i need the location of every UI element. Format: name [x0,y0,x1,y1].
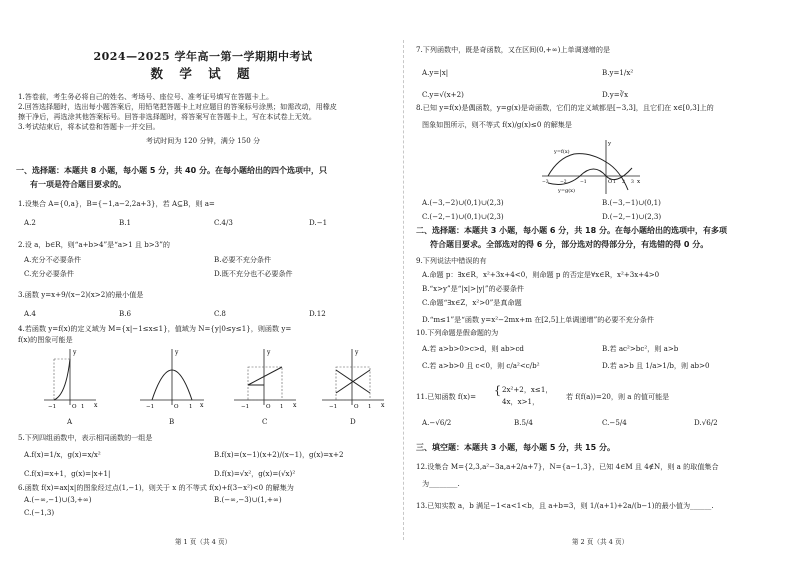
q4-c-origin: O [266,404,271,410]
section-2-heading: 二、选择题：本题共 3 小题，每小题 6 分，共 18 分。在每小题给出的选项中，有多项 [416,226,727,235]
page-footer-left: 第 1 页（共 4 页） [174,538,232,546]
q8-label-f: y=f(x) [554,149,570,155]
section-1-heading: 一、选择题：本题共 8 小题，每小题 5 分，共 40 分。在每小题给出的四个选项中，只 [16,166,327,175]
column-divider [403,40,405,540]
q9-option-a: A.命题 p：∃x∈R，x²+3x+4<0，则命题 p 的否定是∀x∈R，x²+3x+4>0 [422,270,660,279]
q8-tick-3: 3 [631,180,634,185]
q2-option-b: B.必要不充分条件 [214,255,272,264]
q6-stem: 6.函数 f(x)=ax|x|的图象经过点(1,−1)，则关于 x 的不等式 f(x)+f(3−x²)<0 的解集为 [18,483,294,492]
q8-option-b: B.(−3,−1)∪(0,1) [602,198,661,207]
q8-stem: 8.已知 y=f(x)是偶函数，y=g(x)是奇函数，它们的定义域都是[−3,3]，且它们在 x∈[0,3]上的 [416,103,714,112]
q7-option-d: D.y=∛x [602,90,629,99]
instruction-1: 1.答卷前，考生务必将自己的姓名、考场号、座位号、准考证号填写在答题卡上。 [18,92,274,101]
q11-stem-tail: 若 f(f(a))=20，则 a 的值可能是 [566,392,670,401]
q1-option-b: B.1 [119,218,131,227]
q3-option-a: A.4 [24,309,36,318]
q4-a-axis-y: y [73,349,77,356]
q8-origin: O [608,179,613,185]
q4-graph-d [322,349,385,410]
q4-b-axis-y: y [175,349,179,356]
instruction-2-cont: 擦干净后，再选涂其他答案标号。回答非选择题时，将答案写在答题卡上，写在本试卷上无效。 [18,112,316,121]
q3-option-c: C.8 [214,309,226,318]
q7-option-c: C.y=√(x+2) [422,90,464,99]
q11-option-b: B.5/4 [514,418,533,427]
q4-a-origin: O [72,404,77,410]
q12-stem-cont: 为________. [422,479,460,488]
q8-option-c: C.(−2,−1)∪(0,1)∪(2,3) [422,212,504,221]
q4-a-tick-neg: −1 [48,404,57,410]
q5-option-b: B.f(x)=(x−1)(x+2)/(x−1)，g(x)=x+2 [214,450,344,459]
q4-d-tick-neg: −1 [329,404,338,410]
q8-tick-neg3: −3 [542,180,549,185]
q4-d-axis-x: x [381,402,385,409]
q11-case-2: 4x，x>1， [502,397,540,406]
q2-option-a: A.充分不必要条件 [24,255,82,264]
q4-d-tick-pos: 1 [368,404,372,410]
q4-a-axis-x: x [94,402,98,409]
q3-option-d: D.12 [309,309,326,318]
q11-option-a: A.−√6/2 [422,418,452,427]
q4-graph-a [44,349,98,410]
q9-option-b: B.“x>y”是“|x|>|y|”的必要条件 [422,284,524,293]
q6-option-a: A.(−∞,−1)∪(3,+∞) [24,495,92,504]
q7-option-a: A.y=|x| [422,68,449,77]
q4-stem: 4.若函数 y=f(x)的定义域为 M={x|−1≤x≤1}，值域为 N={y|0≤y≤1}，则函数 y= [18,324,292,333]
q8-graph [536,138,646,196]
q8-label-g: y=g(x) [558,188,575,194]
q5-option-d: D.f(x)=√x²，g(x)=(√x)² [214,469,296,478]
q4-c-tick-neg: −1 [241,404,250,410]
q7-option-b: B.y=1/x² [602,68,634,77]
page-1 [14,0,392,562]
q4-label-c: C [262,417,268,426]
q1-option-d: D.−1 [309,218,328,227]
q4-c-tick-pos: 1 [280,404,284,410]
q7-stem: 7.下列函数中，既是奇函数，又在区间(0,+∞)上单调递增的是 [416,45,611,54]
q4-label-d: D [350,417,356,426]
q9-option-c: C.命题“∃x∈Z，x²>0”是真命题 [422,298,522,307]
q8-stem-cont: 图象如图所示，则不等式 f(x)/g(x)≤0 的解集是 [422,120,572,129]
q11-brace: { [494,384,501,397]
q10-stem: 10.下列命题是假命题的为 [416,328,499,337]
q11-option-c: C.−5/4 [602,418,627,427]
subject-title: 数 学 试 题 [150,66,256,81]
section-3-heading: 三、填空题：本题共 3 小题，每小题 5 分，共 15 分。 [416,443,615,452]
q11-option-d: D.√6/2 [694,418,718,427]
q8-tick-neg1: −1 [580,180,587,185]
q13-stem: 13.已知实数 a，b 满足−1<a<1<b，且 a+b=3，则 1/(a+1)+2a/(b−1)的最小值为______. [416,501,714,510]
q6-option-c: C.(−1,3) [24,508,55,517]
q3-option-b: B.6 [119,309,131,318]
exam-time-info: 考试时间为 120 分钟，满分 150 分 [145,136,261,145]
q4-stem-cont: f(x)的图象可能是 [18,335,73,344]
instruction-2: 2.回答选择题时，选出每小题答案后，用铅笔把答题卡上对应题目的答案标号涂黑；如需改动，用橡皮 [18,102,337,111]
q4-b-origin: O [174,404,179,410]
q4-b-tick-neg: −1 [146,404,155,410]
q8-tick-1: 1 [613,180,616,185]
section-1-heading-cont: 有一项是符合题目要求的。 [30,180,126,189]
q1-option-a: A.2 [24,218,36,227]
q4-label-b: B [169,417,175,426]
q9-option-d: D.“m≤1”是“函数 y=x²−2mx+m 在[2,5]上单调递增”的必要不充分条件 [422,315,654,324]
q5-option-c: C.f(x)=x+1，g(x)=|x+1| [24,469,111,478]
q1-option-c: C.4/3 [214,218,233,227]
q10-option-a: A.若 a>b>0>c>d，则 ab>cd [422,344,524,353]
q10-option-d: D.若 a>b 且 1/a>1/b，则 ab>0 [602,361,710,370]
q2-stem: 2.设 a，b∈R，则“a+b>4”是“a>1 且 b>3”的 [18,240,170,249]
page-2 [416,0,784,562]
q8-option-d: D.(−2,−1)∪(2,3) [602,212,662,221]
q4-c-axis-x: x [293,402,297,409]
q2-option-c: C.充分必要条件 [24,269,74,278]
exam-title: 2024—2025 学年高一第一学期期中考试 [93,50,313,63]
q4-a-tick-pos: 1 [81,404,85,410]
instruction-3: 3.考试结束后，将本试卷和答题卡一并交回。 [18,122,160,131]
q8-axis-x: x [637,179,641,185]
q4-label-a: A [67,417,73,426]
q4-b-tick-pos: 1 [189,404,193,410]
page-footer-right: 第 2 页（共 4 页） [571,538,629,546]
q10-option-c: C.若 a>b>0 且 c<0，则 c/a²<c/b² [422,361,540,370]
q11-stem-lead: 11.已知函数 f(x)= [416,392,477,401]
q4-c-axis-y: y [267,349,271,356]
q4-graphs [14,345,392,417]
q12-stem: 12.设集合 M={2,3,a²−3a,a+2/a+7}，N={a−1,3}，已知 4∈M 且 4∉N，则 a 的取值集合 [416,462,719,471]
q11-case-1: 2x²+2，x≤1， [502,385,553,394]
q5-stem: 5.下列四组函数中，表示相同函数的一组是 [18,433,153,442]
q5-option-a: A.f(x)=1/x，g(x)=x/x² [24,450,101,459]
q6-option-b: B.(−∞,−3)∪(1,+∞) [214,495,282,504]
section-2-heading-cont: 符合题目要求。全部选对的得 6 分，部分选对的得部分分，有选错的得 0 分。 [430,240,709,249]
q3-stem: 3.函数 y=x+9/(x−2)(x>2)的最小值是 [18,290,144,299]
q8-option-a: A.(−3,−2)∪(0,1)∪(2,3) [422,198,504,207]
q8-tick-2: 2 [622,180,625,185]
q2-option-d: D.既不充分也不必要条件 [214,269,293,278]
q8-axis-y: y [608,141,612,147]
q4-graph-b [140,349,204,410]
q9-stem: 9.下列说法中错误的有 [416,256,487,265]
q4-d-axis-y: y [355,349,359,356]
q4-b-axis-x: x [200,402,204,409]
q10-option-b: B.若 ac²>bc²，则 a>b [602,344,679,353]
q8-tick-neg2: −2 [560,180,567,185]
q1-stem: 1.设集合 A={0,a}，B={−1,a−2,2a+3}，若 A⊆B，则 a= [18,199,215,208]
q4-d-origin: O [354,404,359,410]
q4-graph-c [234,349,297,410]
